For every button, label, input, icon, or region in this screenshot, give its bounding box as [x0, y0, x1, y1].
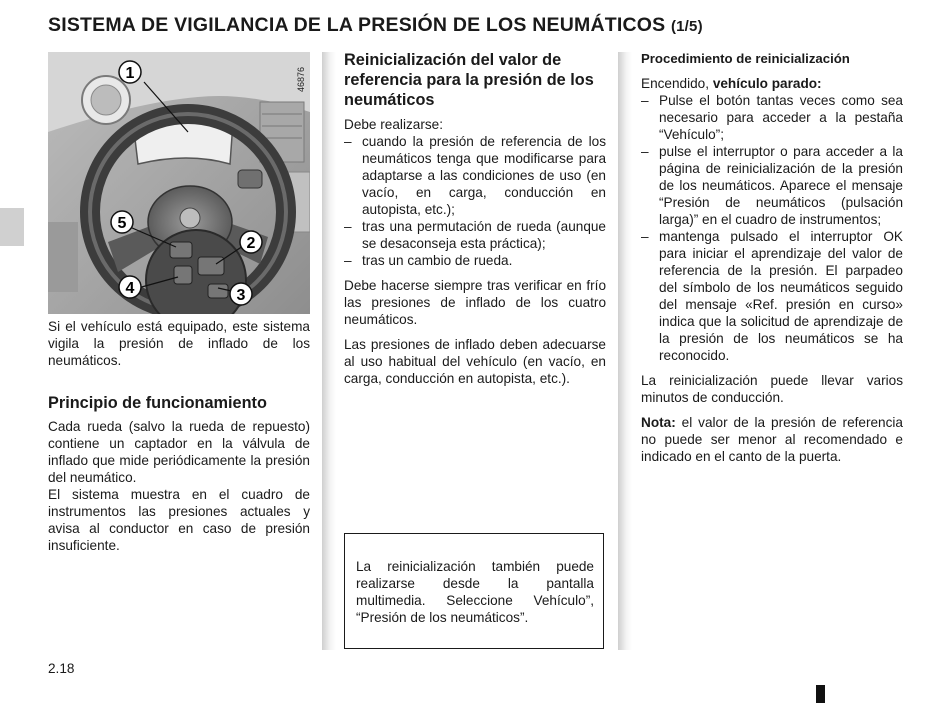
column-divider: [322, 52, 336, 650]
page-number: 2.18: [48, 661, 75, 676]
procedure-lead: [641, 75, 903, 92]
callout-4: [119, 276, 141, 298]
principle-para-1: Cada rueda (salvo la rueda de repuesto) contiene un captador en la válvula de inflado que mide periódicamente la presión del neumático.: [48, 419, 310, 485]
procedure-para-1: La reinicialización puede llevar varios minutos de conducción.: [641, 373, 903, 405]
principle-body: [48, 418, 310, 554]
procedure-lead-bold: vehículo parado:: [712, 76, 822, 91]
list-item: – tras una permutación de rueda (aunque se desaconseja esta práctica);: [344, 218, 606, 252]
procedure-steps-list: [641, 92, 903, 364]
title-main: SISTEMA DE VIGILANCIA DE LA PRESIÓN DE LOS NEUMÁTICOS: [48, 14, 666, 36]
title-part: (1/5): [670, 18, 703, 35]
list-item: – mantenga pulsado el interruptor OK para iniciar el aprendizaje del valor de referencia de la presión. El parpadeo del símbolo de los neumáticos seguido del mensaje «Ref. presión en curso» indica que la solicitud de aprendizaje de la presión de los neumáticos se ha reconocido.: [641, 228, 903, 364]
callout-5-label: 5: [117, 215, 127, 232]
section-heading-principle: Principio de funcionamiento: [48, 394, 267, 412]
callout-5: [111, 211, 133, 233]
multimedia-note-box: [344, 533, 604, 649]
procedure-note: [641, 414, 903, 465]
procedure-lead-prefix: Encendido,: [641, 76, 713, 91]
steering-wheel-illustration: [48, 52, 310, 314]
intro-text: Si el vehículo está equipado, este sistema vigila la presión de inflado de los neumáticos.: [48, 319, 310, 368]
list-item: – Pulse el botón tantas veces como sea necesario para acceder a la pestaña “Vehículo”;: [641, 92, 903, 143]
list-item: – pulse el interruptor o para acceder a la página de reinicialización de la presión de los neumáticos. Aparece el mensaje “Presión de neumáticos (pulsación larga)” en el cuadro de instrumentos;: [641, 143, 903, 228]
callout-3: [230, 283, 252, 305]
list-item: – tras un cambio de rueda.: [344, 252, 606, 269]
note-text: el valor de la presión de referencia no puede ser menor al recomendado e indicado en el canto de la puerta.: [641, 415, 903, 464]
list-item: – cuando la presión de referencia de los neumáticos tenga que modificarse para adaptarse a las condiciones de uso (en vacío, en carga, conducción en autopista, etc.);: [344, 133, 606, 218]
reset-lead: Debe realizarse:: [344, 117, 443, 132]
reset-para-1: Debe hacerse siempre tras verificar en frío las presiones de inflado de los cuatro neumáticos.: [344, 278, 606, 327]
section-tab: [0, 208, 24, 246]
note-label: Nota:: [641, 415, 676, 430]
end-marker: [816, 685, 825, 703]
callout-1-label: 1: [125, 65, 135, 82]
callout-1: [119, 61, 141, 83]
figure-code: 46876: [296, 66, 306, 92]
reset-body: [344, 116, 606, 387]
principle-para-2: El sistema muestra en el cuadro de instrumentos las presiones actuales y avisa al conductor en caso de presión insuficiente.: [48, 487, 310, 553]
reset-para-2: Las presiones de inflado deben adecuarse al uso habitual del vehículo (en vacío, en carga, conducción en autopista, etc.).: [344, 337, 606, 386]
callout-3-label: 3: [236, 287, 246, 304]
section-heading-reset: Reinicialización del valor de referencia para la presión de los neumáticos: [344, 51, 594, 109]
page-title: [48, 14, 703, 37]
multimedia-note-text: La reinicialización también puede realizarse desde la pantalla multimedia. Seleccione Vehículo”, “Presión de los neumáticos”.: [356, 559, 594, 625]
callout-2-label: 2: [246, 235, 256, 252]
callout-2: [240, 231, 262, 253]
column-divider: [618, 52, 632, 650]
section-heading-procedure: Procedimiento de reinicialización: [641, 51, 850, 66]
reset-conditions-list: [344, 133, 606, 269]
steering-wheel-figure: [48, 52, 310, 314]
procedure-column: [641, 50, 903, 465]
callout-4-label: 4: [125, 280, 135, 297]
